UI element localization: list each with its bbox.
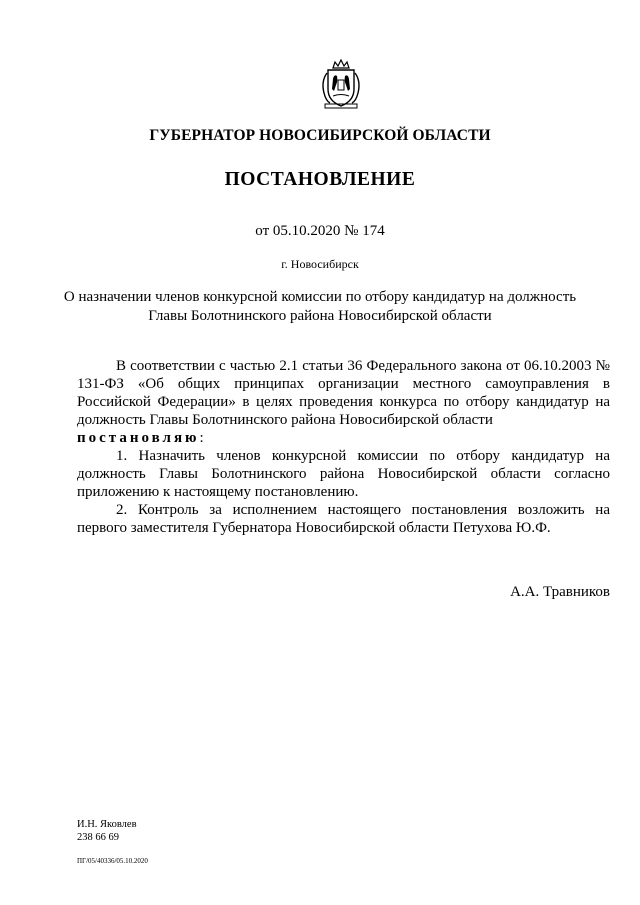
date-and-number: от 05.10.2020 № 174 <box>255 223 385 239</box>
document-body <box>77 357 610 537</box>
coat-of-arms-icon <box>316 59 366 111</box>
subject-line-2: Главы Болотнинского района Новосибирской области <box>148 308 492 324</box>
executor-name: И.Н. Яковлев <box>77 819 137 830</box>
item-2-paragraph: 2. Контроль за исполнением настоящего постановления возложить на первого заместителя Губернатора Новосибирской области Петухова Ю.Ф. <box>77 502 610 536</box>
executor-block <box>77 818 137 844</box>
city: г. Новосибирск <box>281 257 359 271</box>
decree-word: постановляю <box>77 430 200 446</box>
preamble-paragraph: В соответствии с частью 2.1 статьи 36 Федерального закона от 06.10.2003 № 131-ФЗ «Об общих принципах организации местного самоуправления в Российской Федерации» в целях проведения конкурса по отбору кандидатур на должность Главы Болотнинского района Новосибирской области <box>77 358 610 428</box>
document-subject <box>0 288 640 326</box>
document-type-title: ПОСТАНОВЛЕНИЕ <box>224 169 416 190</box>
document-registration-number: ПГ/05/40336/05.10.2020 <box>77 857 148 865</box>
item-1-paragraph: 1. Назначить членов конкурсной комиссии по отбору кандидатур на должность Главы Болотнинского района Новосибирской области согласно приложению к настоящему постановлению. <box>77 448 610 500</box>
decree-colon: : <box>199 430 204 446</box>
organization-title: ГУБЕРНАТОР НОВОСИБИРСКОЙ ОБЛАСТИ <box>149 127 491 144</box>
signature-name: А.А. Травников <box>510 584 610 600</box>
decree-line <box>77 429 610 447</box>
subject-line-1: О назначении членов конкурсной комиссии по отбору кандидатур на должность <box>63 289 577 305</box>
executor-phone: 238 66 69 <box>77 832 119 843</box>
